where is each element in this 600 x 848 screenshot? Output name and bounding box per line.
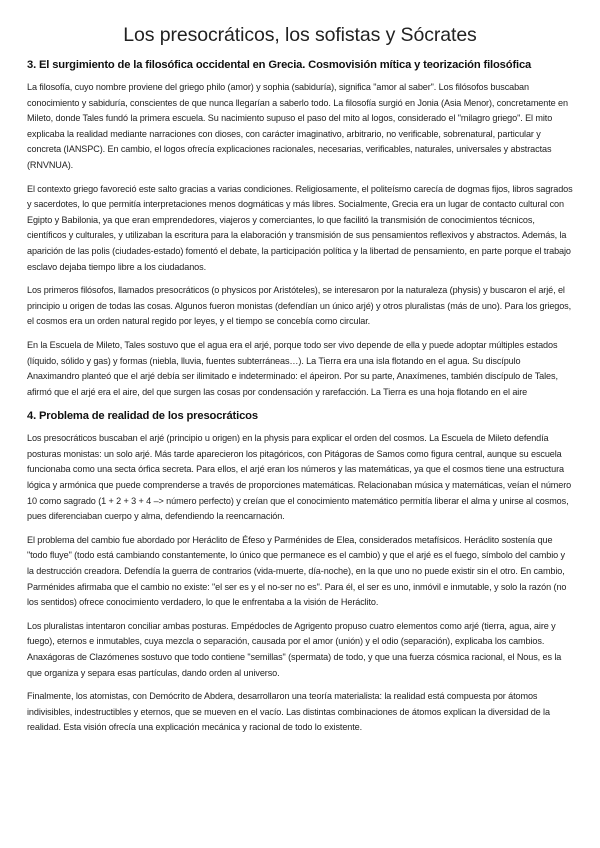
section-4-paragraph-1: Los presocráticos buscaban el arjé (principio u origen) en la physis para explicar el orden del cosmos. La Escuela de Mileto defendía posturas monistas: un solo arjé. Más tarde aparecieron los pitagóricos, con Pitágoras de Samos como figura central, aunque su escuela funcionaba como una secta órfica secreta. Para ellos, el arjé eran los números y las matemáticas, ya que el cosmos tiene una estructura lógica y armónica que puede comprenderse a través de proporciones matemáticas. Relacionaban música y matemáticas, veían el número 10 como sagrado (1 + 2 + 3 + 4 –> número perfecto) y creían que el conocimiento matemático permitía liberar el alma y unirse al cosmos, pues diferenciaban cuerpo y alma, defendiendo la reencarnación. xyxy=(27,433,572,522)
section-4-paragraph-2: El problema del cambio fue abordado por Heráclito de Éfeso y Parménides de Elea, considerados metafísicos. Heráclito sostenía que "todo fluye" (todo está cambiando constantemente, lo único que permanece es el cambio) y que el arjé es el fuego, símbolo del cambio y la destrucción creadora. Defendía la guerra de contrarios (vida-muerte, día-noche), en la que uno no puede existir sin el otro. En cambio, Parménides afirmaba que el cambio no existe: "el ser es y el no-ser no es". Para él, el ser es uno, inmóvil e inmutable, y solo la razón (no los sentidos) ofrece conocimiento verdadero, lo que le enfrentaba a la visión de Heráclito. xyxy=(27,534,567,608)
document-title: Los presocráticos, los sofistas y Sócrates xyxy=(123,24,477,46)
section-3-heading: 3. El surgimiento de la filosófica occidental en Grecia. Cosmovisión mítica y teorización filosófica xyxy=(27,59,532,71)
section-3-paragraph-4: En la Escuela de Mileto, Tales sostuvo que el agua era el arjé, porque todo ser vivo depende de ella y puede adoptar múltiples estados (líquido, sólido y gas) y formas (niebla, lluvia, fuentes subterráneas…). La Tierra era una isla flotando en el agua. Su discípulo Anaximandro planteó que el arjé debía ser ilimitado e indeterminado: el ápeiron. Por su parte, Anaxímenes, también discípulo de Tales, afirmó que el arjé era el aire, del que surgen las cosas por condensación y rarefacción. La Tierra es una hoja flotando en el aire xyxy=(27,339,558,397)
section-3-paragraph-3: Los primeros filósofos, llamados presocráticos (o physicos por Aristóteles), se interesaron por la naturaleza (physis) y buscaron el arjé, el principio u origen de todas las cosas. Algunos fueron monistas (defendían un único arjé) y otros pluralistas (más de uno). Para los griegos, el cosmos era un orden natural regido por leyes, y el tiempo se concebía como circular. xyxy=(27,285,572,327)
section-3 xyxy=(27,59,573,400)
section-3-paragraph-2: El contexto griego favoreció este salto gracias a varias condiciones. Religiosamente, el politeísmo carecía de dogmas fijos, libros sagrados y sacerdotes, lo que permitía interpretaciones menos dogmáticas y más libres. Socialmente, Grecia era un lugar de contacto cultural con Egipto y Babilonia, ya que eran emprendedores, viajeros y comerciantes, lo que facilitó la transmisión de conocimientos técnicos, científicos y culturales, y utilizaban la escritura para la elaboración y transmisión de sus pensamientos reflexivos y abstractos. Además, la aparición de las polis (ciudades-estado) fomentó el debate, la participación política y la libertad de pensamiento, en parte porque el trabajo esclavo dejaba tiempo libre a los ciudadanos. xyxy=(27,183,573,272)
section-3-paragraph-1: La filosofía, cuyo nombre proviene del griego philo (amor) y sophia (sabiduría), significa "amor al saber". Los filósofos buscaban conocimiento y sabiduría, conscientes de que nunca llegarían a saberlo todo. La filosofía surgió en Jonia (Asia Menor), concretamente en Mileto, donde Tales fundó la primera escuela. Su nacimiento supuso el paso del mito al logos, considerado el "milagro griego". El mito explicaba la realidad mediante narraciones con dioses, con carácter imaginativo, arbitrario, no verificable, sobrenatural, particular y concreta (IANSPC). En cambio, el logos ofrecía explicaciones racionales, necesarias, verificables, naturales, universales y abstractas (RNVNUA). xyxy=(27,82,568,170)
section-4-paragraph-4: Finalmente, los atomistas, con Demócrito de Abdera, desarrollaron una teoría materialista: la realidad está compuesta por átomos indivisibles, indestructibles y eternos, que se mueven en el vacío. Las distintas combinaciones de átomos explican la diversidad de la realidad. Esta visión ofrecía una explicación mecánica y racional de todo lo existente. xyxy=(27,691,550,733)
section-4 xyxy=(27,410,573,736)
section-4-heading: 4. Problema de realidad de los presocráticos xyxy=(27,410,258,423)
section-4-paragraph-3: Los pluralistas intentaron conciliar ambas posturas. Empédocles de Agrigento propuso cuatro elementos como arjé (tierra, agua, aire y fuego), eternos e inmutables, cuya mezcla o separación, causada por el amor (unión) y el odio (separación), explicaba los cambios. Anaxágoras de Clazómenes sostuvo que todo contiene "semillas" (spermata) de todo, y que una fuerza cósmica racional, el Nous, es la que organiza y separa esas partículas, dando orden al universo. xyxy=(27,620,562,678)
